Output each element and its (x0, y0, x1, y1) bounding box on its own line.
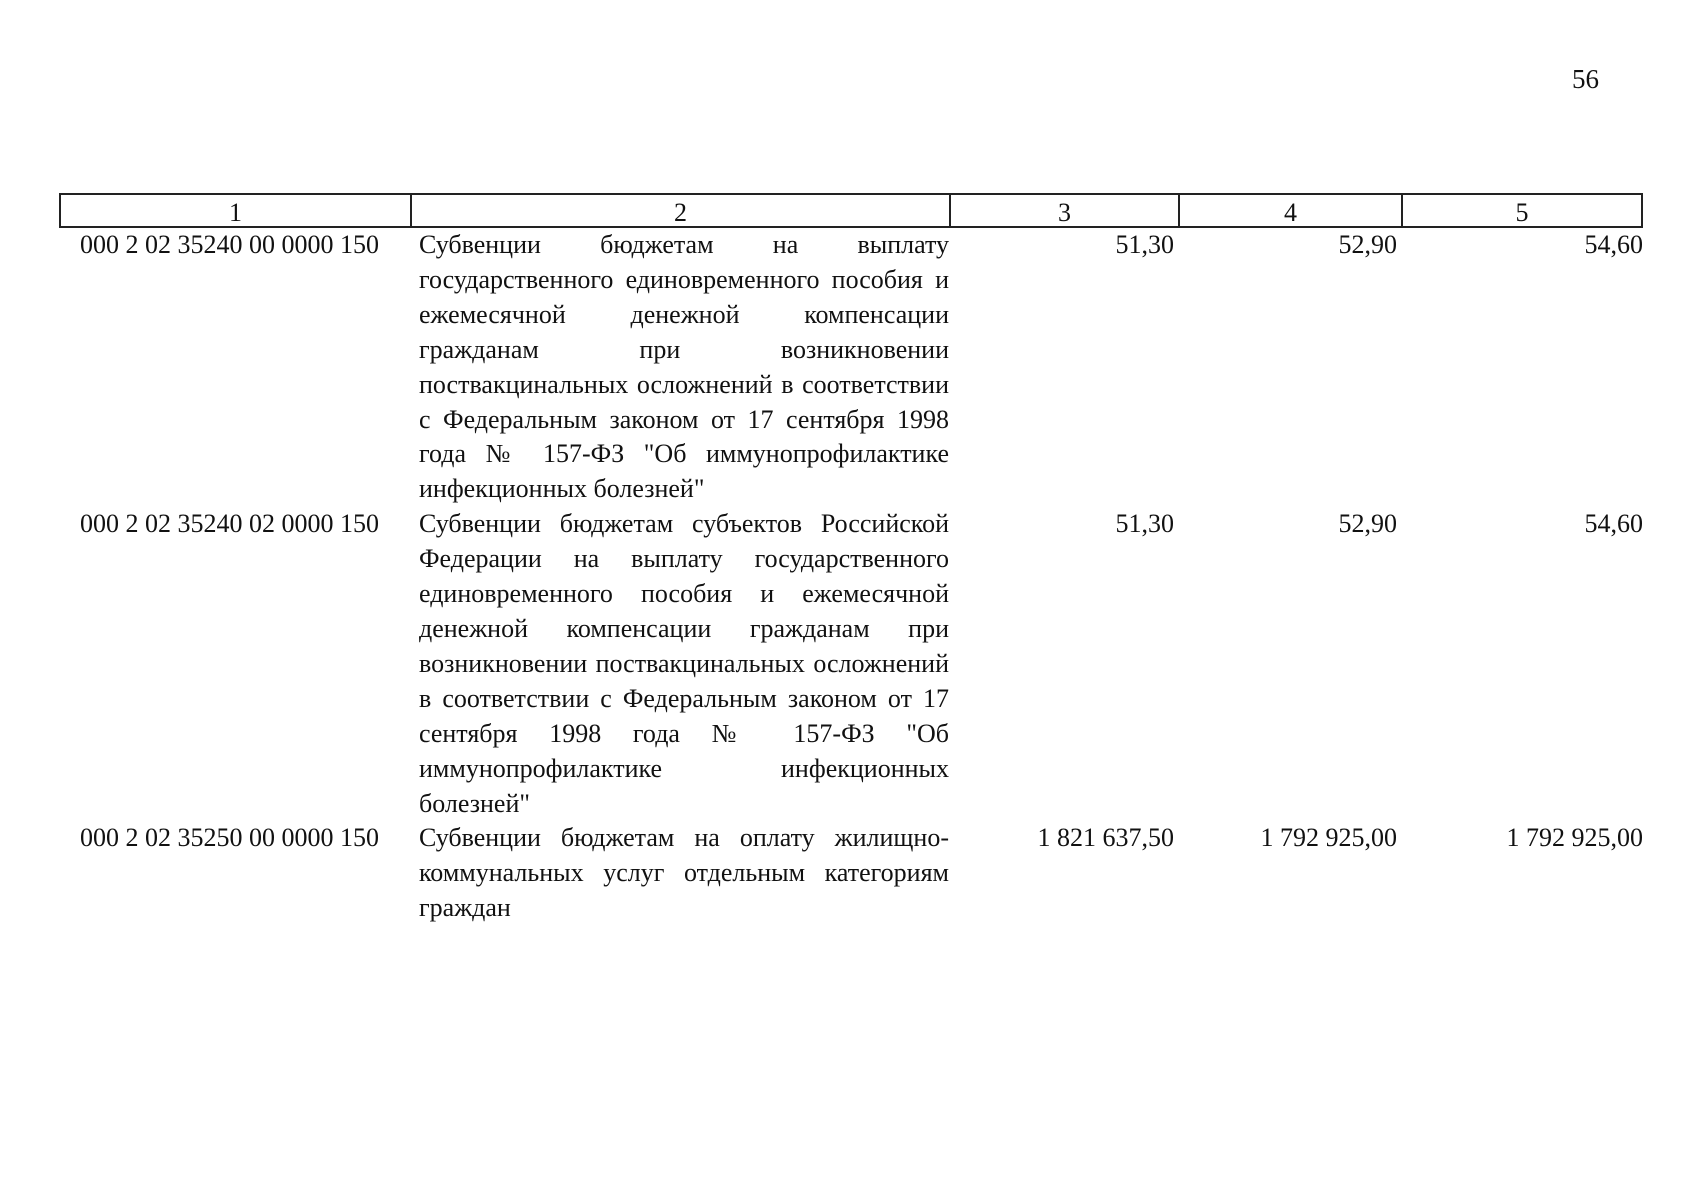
item-description (410, 821, 949, 926)
value-col-3: 51,30 (1115, 509, 1174, 539)
page-number: 56 (1572, 64, 1599, 94)
table-header-row (59, 193, 1643, 228)
value-col-4: 52,90 (1338, 509, 1397, 539)
budget-code: 000 2 02 35250 00 0000 150 (80, 823, 379, 853)
table-row (59, 821, 1643, 926)
table-row (59, 228, 1643, 507)
item-description-text: Субвенции бюджетам субъектов Российской Федерации на выплату государственного единовременного пособия и ежемесячной денежной компенсации гражданам при возникновении поствакцинальных осложнений в соответствии с Федеральным законом от 17 сентября 1998 года № 157-ФЗ "Об иммунопрофилактике инфекционных болезней" (419, 509, 949, 818)
value-col-4: 1 792 925,00 (1260, 823, 1397, 853)
value-col-3: 51,30 (1115, 230, 1174, 259)
budget-code: 000 2 02 35240 00 0000 150 (80, 230, 379, 259)
value-col-3: 1 821 637,50 (1037, 823, 1174, 853)
header-cell-2: 2 (410, 195, 949, 226)
item-description-text: Субвенции бюджетам на выплату государственного единовременного пособия и ежемесячной денежной компенсации гражданам при возникновении поствакцинальных осложнений в соответствии с Федеральным законом от 17 сентября 1998 года № 157-ФЗ "Об иммунопрофилактике инфекционных болезней" (419, 230, 949, 504)
budget-code: 000 2 02 35240 02 0000 150 (80, 509, 379, 539)
item-description (410, 507, 949, 821)
value-col-5: 1 792 925,00 (1506, 823, 1643, 853)
header-cell-1: 1 (59, 195, 410, 226)
header-cell-5: 5 (1401, 195, 1643, 226)
item-description-text: Субвенции бюджетам на оплату жилищно-коммунальных услуг отдельным категориям граждан (419, 823, 949, 923)
header-cell-4: 4 (1178, 195, 1401, 226)
item-description (410, 228, 949, 507)
value-col-5: 54,60 (1584, 509, 1643, 539)
value-col-5: 54,60 (1584, 230, 1643, 259)
value-col-4: 52,90 (1338, 230, 1397, 259)
header-cell-3: 3 (949, 195, 1178, 226)
table-row (59, 507, 1643, 821)
budget-table (59, 193, 1643, 926)
